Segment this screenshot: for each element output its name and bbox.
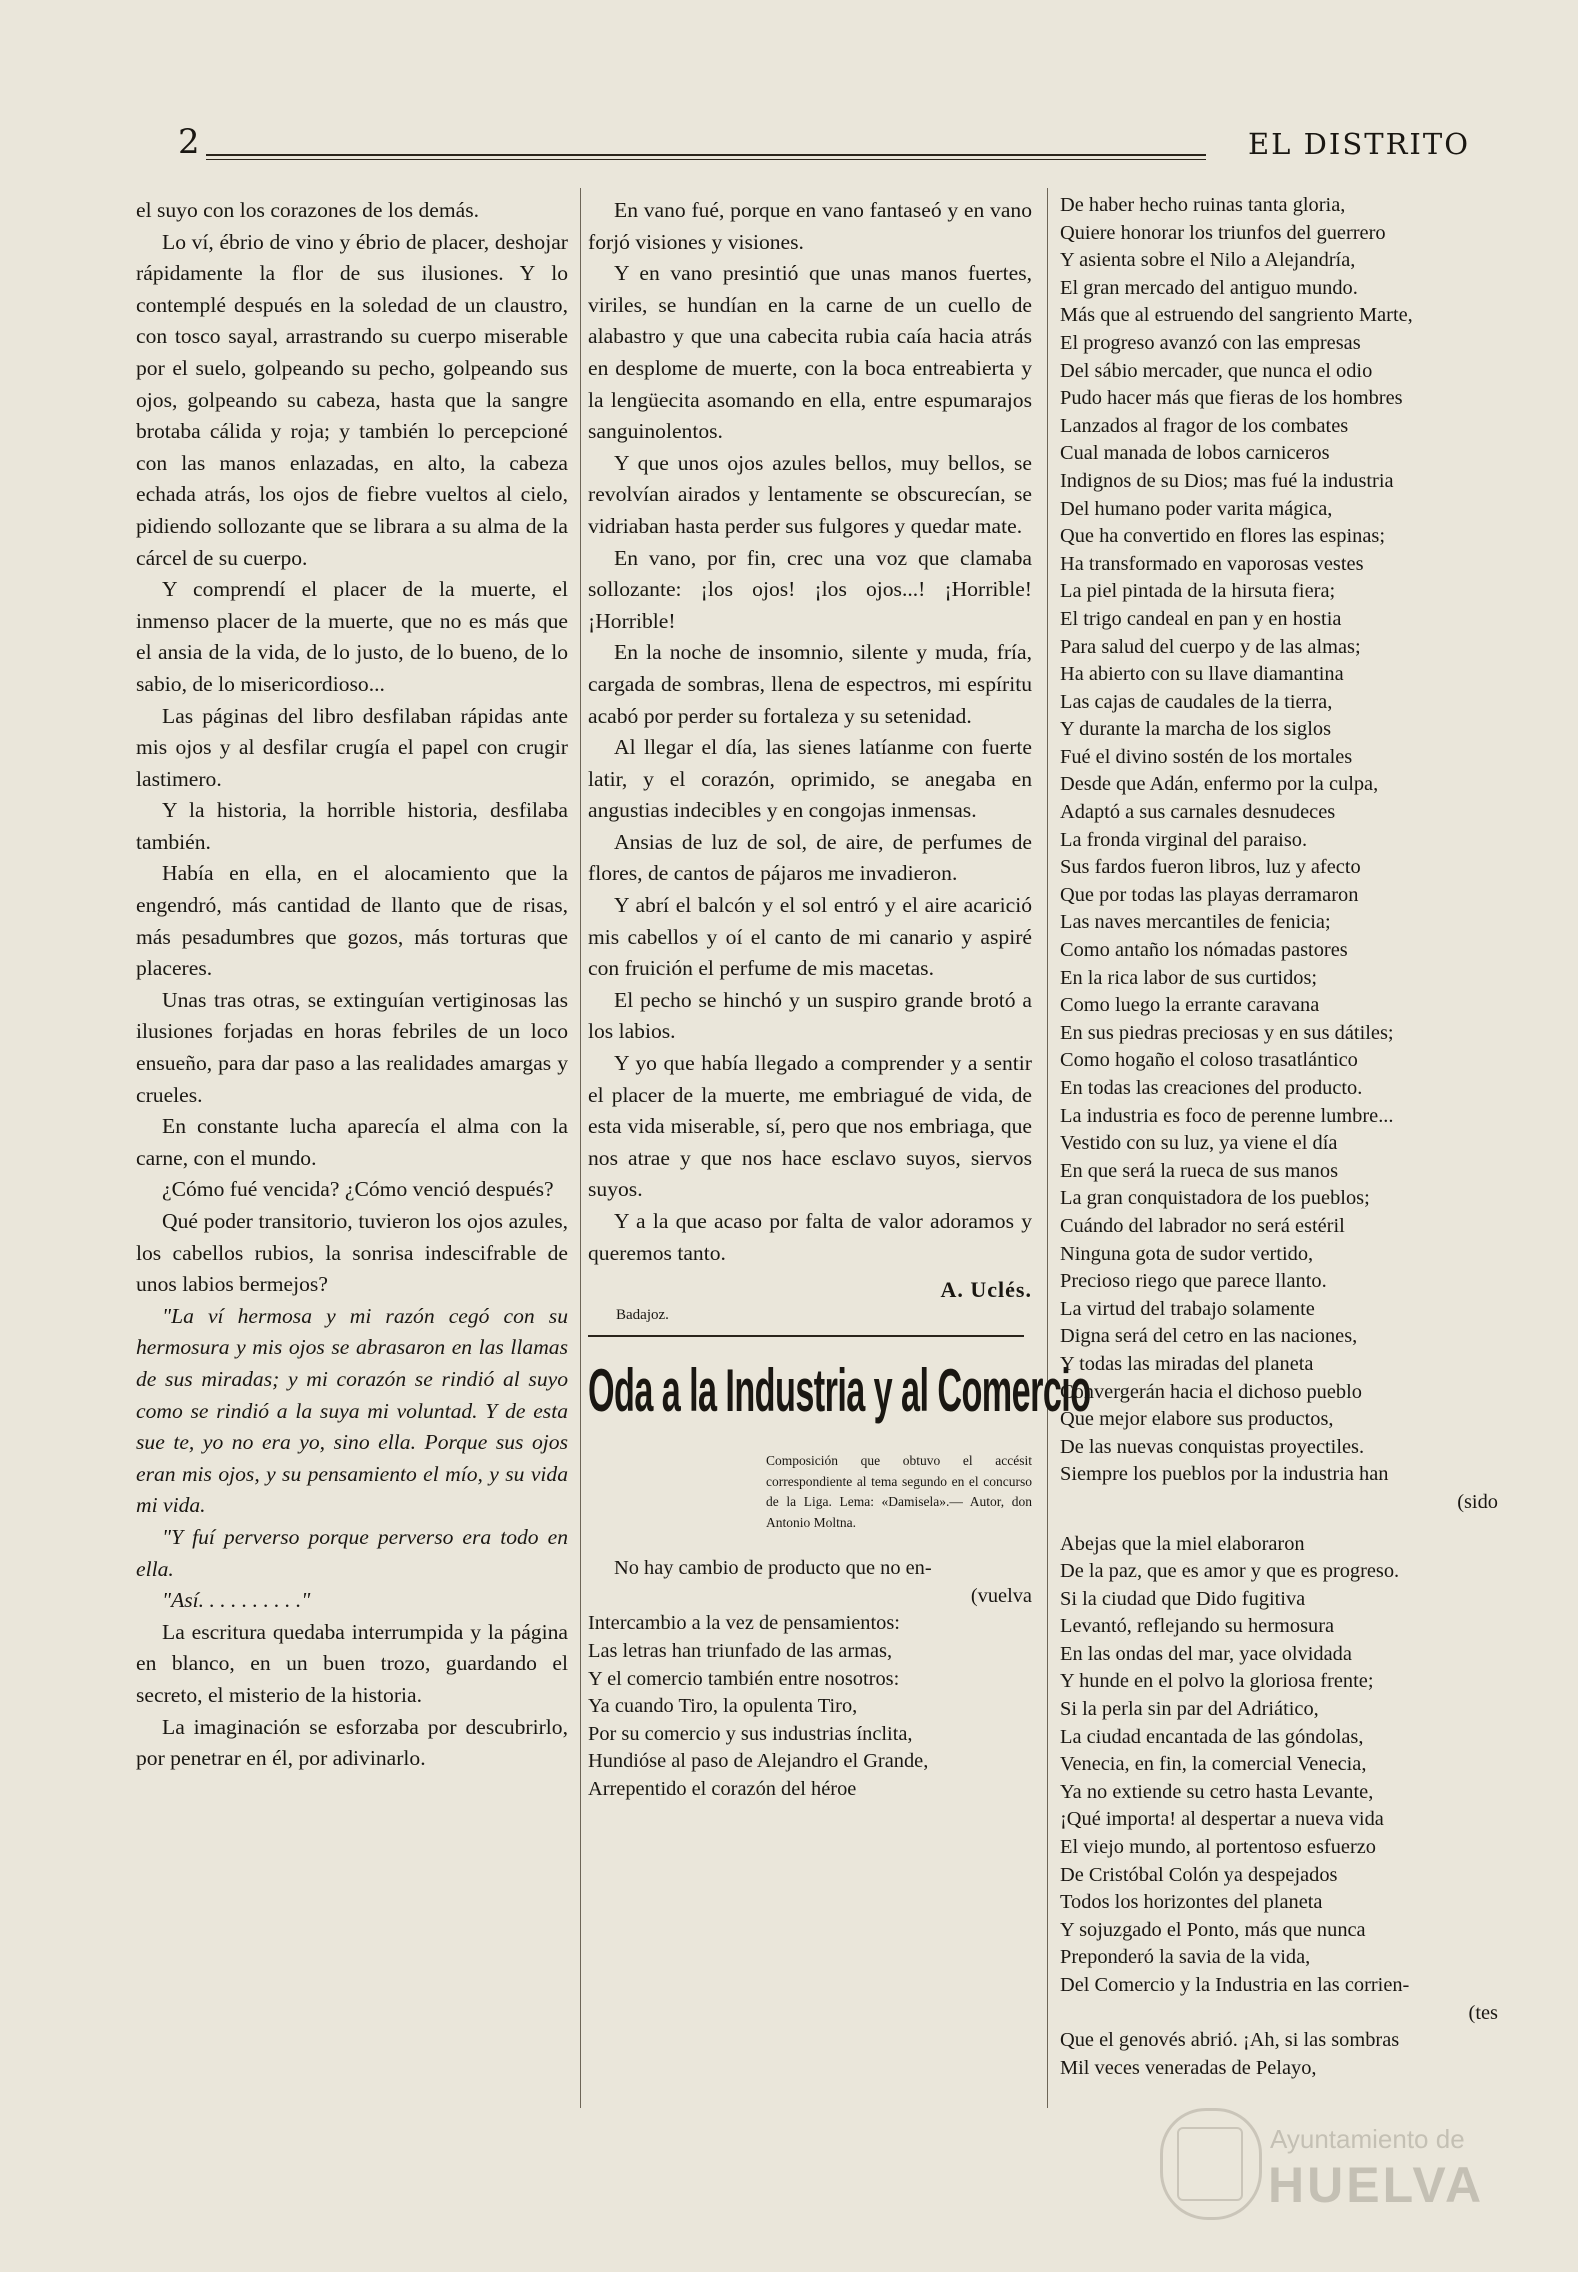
poem-line: El trigo candeal en pan y en hostia xyxy=(1060,607,1342,630)
poem-line: Si la perla sin par del Adriático, xyxy=(1060,1698,1319,1721)
poem-line: Quiere honorar los triunfos del guerrero xyxy=(1060,221,1386,244)
poem-line: La fronda virginal del paraiso. xyxy=(1060,828,1308,851)
poem-line: Más que al estruendo del sangriento Marte, xyxy=(1060,304,1413,327)
poem-line: Las cajas de caudales de la tierra, xyxy=(1060,690,1333,713)
poem-line: Para salud del cuerpo y de las almas; xyxy=(1060,635,1361,658)
paragraph: Y que unos ojos azules bellos, muy bellos, se revolvían airados y lentamente se obscurecían, se vidriaban hasta perder sus fulgores y quedar mate. xyxy=(588,450,1032,538)
poem-line: No hay cambio de producto que no en- xyxy=(614,1557,932,1580)
poem-line: Y el comercio también entre nosotros: xyxy=(588,1667,900,1690)
poem-line: Abejas que la miel elaboraron xyxy=(1060,1532,1305,1555)
poem-line: ¡Qué importa! al despertar a nueva vida xyxy=(1060,1808,1384,1831)
poem-line: (tes xyxy=(1468,2001,1498,2024)
poem-headline: Oda a la Industria y al Comercio xyxy=(588,1357,1091,1425)
poem-line: Siempre los pueblos por la industria han xyxy=(1060,1463,1389,1486)
poem-line: (vuelva xyxy=(970,1584,1032,1607)
poem-line: La ciudad encantada de las góndolas, xyxy=(1060,1725,1364,1748)
paragraph: Y la historia, la horrible historia, desfilaba también. xyxy=(136,798,568,854)
paragraph: el suyo con los corazones de los demás. xyxy=(136,198,480,222)
poem-line: Fué el divino sostén de los mortales xyxy=(1060,745,1353,768)
poem-line: Adaptó a sus carnales desnudeces xyxy=(1060,801,1336,824)
poem-line: Ha transformado en vaporosas vestes xyxy=(1060,552,1364,575)
poem-line: La industria es foco de perenne lumbre... xyxy=(1060,1104,1394,1127)
paragraph: La escritura quedaba interrumpida y la página en blanco, en un buen trozo, guardando el secreto, el misterio de la historia. xyxy=(136,1619,568,1707)
poem-line: Lanzados al fragor de los combates xyxy=(1060,414,1349,437)
poem-line: Ya no extiende su cetro hasta Levante, xyxy=(1060,1780,1374,1803)
poem-line: Cuándo del labrador no será estéril xyxy=(1060,1214,1345,1237)
poem-line: La piel pintada de la hirsuta fiera; xyxy=(1060,580,1336,603)
paragraph: ¿Cómo fué vencida? ¿Cómo venció después? xyxy=(162,1177,554,1202)
paragraph: Y abrí el balcón y el sol entró y el aire acarició mis cabellos y oí el canto de mi canario y aspiré con fruición el perfume de mis macetas. xyxy=(588,893,1032,981)
poem-award-note: Composición que obtuvo el accésit correspondiente al tema segundo en el concurso de la Liga. Lema: «Damisela».— Autor, don Antonio Moltna. xyxy=(766,1453,1032,1530)
paragraph: En vano fué, porque en vano fantaseó y en vano forjó visiones y visiones. xyxy=(588,198,1032,254)
story-continuation xyxy=(588,195,1032,1269)
city-seal-icon xyxy=(1160,2108,1262,2220)
poem-line: Ya cuando Tiro, la opulenta Tiro, xyxy=(588,1695,858,1718)
poem-line: El progreso avanzó con las empresas xyxy=(1060,331,1361,354)
poem-line: Pudo hacer más que fieras de los hombres xyxy=(1060,387,1403,410)
column-2 xyxy=(588,195,1091,1804)
column-1 xyxy=(136,195,568,1775)
paragraph: "La ví hermosa y mi razón cegó con su hermosura y mis ojos se abrasaron en las llamas de sus miradas; y mi corazón se rindió al suyo como se rindió a la suya mi voluntad. Y de esta sue te, yo no era yo, sino ella. Porque sus ojos eran mis ojos, y su pensamiento el mío, y su vida mi vida. xyxy=(136,1303,568,1518)
poem-line: En la rica labor de sus curtidos; xyxy=(1060,966,1318,989)
poem-line: Y sojuzgado el Ponto, más que nunca xyxy=(1060,1918,1366,1941)
page-header xyxy=(168,122,1476,172)
paragraph: Había en ella, en el alocamiento que la engendró, más cantidad de llanto que de risas, más pesadumbres que gozos, más torturas que placeres. xyxy=(136,861,568,981)
poem-line: El gran mercado del antiguo mundo. xyxy=(1060,276,1358,299)
paragraph: Ansias de luz de sol, de aire, de perfumes de flores, de cantos de pájaros me invadieron. xyxy=(588,829,1032,886)
poem-line: Cual manada de lobos carniceros xyxy=(1060,442,1330,465)
author-signature: A. Uclés. xyxy=(940,1277,1032,1303)
poem-start xyxy=(588,1555,1032,1803)
poem-line: Vestido con su luz, ya viene el día xyxy=(1060,1132,1338,1155)
poem-line: Hundióse al paso de Alejandro el Grande, xyxy=(588,1750,929,1773)
paragraph: "Y fuí perverso porque perverso era todo en ella. xyxy=(136,1524,568,1581)
page-number: 2 xyxy=(178,122,200,162)
poem-line: Del humano poder varita mágica, xyxy=(1060,497,1333,520)
dateline-place: Badajoz. xyxy=(616,1307,669,1324)
paragraph: Y a la que acaso por falta de valor adoramos y queremos tanto. xyxy=(588,1209,1032,1265)
paragraph: El pecho se hinchó y un suspiro grande brotó a los labios. xyxy=(588,987,1032,1044)
poem-line: De la paz, que es amor y que es progreso. xyxy=(1060,1560,1400,1583)
archive-watermark xyxy=(1160,2108,1500,2218)
poem-line: Las naves mercantiles de fenicia; xyxy=(1060,911,1331,934)
poem-line: Y hunde en el polvo la gloriosa frente; xyxy=(1060,1670,1374,1693)
paragraph: Y en vano presintió que unas manos fuertes, viriles, se hundían en la carne de un cuello de alabastro y que una cabecita rubia caía hacia atrás en desplome de muerte, con la boca entreabierta y la lengüecita asomando en ella, entre espumarajos sanguinolentos. xyxy=(588,261,1032,444)
poem-line: Y asienta sobre el Nilo a Alejandría, xyxy=(1060,249,1356,272)
watermark-line-2: HUELVA xyxy=(1268,2157,1485,2213)
column-divider xyxy=(1047,188,1048,2108)
poem-line: Mil veces veneradas de Pelayo, xyxy=(1060,2056,1317,2079)
poem-line: En que será la rueca de sus manos xyxy=(1060,1159,1339,1182)
column-divider xyxy=(580,188,581,2108)
poem-line: En todas las creaciones del producto. xyxy=(1060,1077,1363,1099)
paragraph: Qué poder transitorio, tuvieron los ojos azules, los cabellos rubios, la sonrisa indescifrable de unos labios bermejos? xyxy=(136,1209,568,1297)
poem-line: Sus fardos fueron libros, luz y afecto xyxy=(1060,856,1361,879)
poem-line: Intercambio a la vez de pensamientos: xyxy=(588,1612,900,1635)
poem-line: El viejo mundo, al portentoso esfuerzo xyxy=(1060,1836,1376,1859)
poem-line: Del sábio mercader, que nunca el odio xyxy=(1060,359,1373,382)
poem-line: Levantó, reflejando su hermosura xyxy=(1060,1615,1335,1638)
poem-line: Preponderó la savia de la vida, xyxy=(1060,1946,1311,1969)
poem-line: (sido xyxy=(1457,1490,1498,1513)
paragraph: En la noche de insomnio, silente y muda, fría, cargada de sombras, llena de espectros, mi espíritu acabó por perder su fortaleza y su setenidad. xyxy=(588,640,1032,728)
newspaper-title: EL DISTRITO xyxy=(1248,127,1470,161)
paragraph: Las páginas del libro desfilaban rápidas ante mis ojos y al desfilar crugía el papel con crugir lastimero. xyxy=(136,703,568,791)
poem-line: Como hogaño el coloso trasatlántico xyxy=(1060,1049,1358,1072)
poem-line: Digna será del cetro en las naciones, xyxy=(1060,1325,1358,1348)
poem-line: Indignos de su Dios; mas fué la industria xyxy=(1060,469,1394,492)
paragraph: Unas tras otras, se extinguían vertiginosas las ilusiones forjadas en horas febriles de un loco ensueño, para dar paso a las realidades amargas y crueles. xyxy=(136,987,568,1107)
poem-line: Arrepentido el corazón del héroe xyxy=(588,1777,857,1800)
paragraph: "Así. . . . . . . . . ." xyxy=(162,1588,311,1613)
column-3-poem xyxy=(1060,192,1498,2082)
poem-line: Como luego la errante caravana xyxy=(1060,994,1320,1017)
poem-line: Del Comercio y la Industria en las corrien- xyxy=(1060,1974,1410,1996)
poem-line: Que ha convertido en flores las espinas; xyxy=(1060,525,1386,548)
paragraph: Y yo que había llegado a comprender y a sentir el placer de la muerte, me embriagué de vida, de esta vida miserable, sí, pero que nos embriaga, que nos atrae y que nos hace esclavo suyos, siervos suyos. xyxy=(588,1051,1032,1202)
poem-line: Si la ciudad que Dido fugitiva xyxy=(1060,1587,1306,1610)
poem-line: Por su comercio y sus industrias ínclita, xyxy=(588,1722,913,1745)
poem-line: Que mejor elabore sus productos, xyxy=(1060,1408,1334,1431)
poem-line: Ha abierto con su llave diamantina xyxy=(1060,663,1344,686)
header-rule xyxy=(206,154,1206,160)
poem-line: Todos los horizontes del planeta xyxy=(1060,1891,1323,1914)
poem-line: De las nuevas conquistas proyectiles. xyxy=(1060,1435,1365,1458)
poem-line: De Cristóbal Colón ya despejados xyxy=(1060,1863,1338,1886)
paragraph: En vano, por fin, crec una voz que clamaba sollozante: ¡los ojos! ¡los ojos...! ¡Horrible! ¡Horrible! xyxy=(588,545,1032,633)
poem-line: Precioso riego que parece llanto. xyxy=(1060,1270,1327,1293)
paragraph: Y comprendí el placer de la muerte, el inmenso placer de la muerte, que no es más que el ansia de la vida, de lo justo, de lo bueno, de lo sabio, de lo misericordioso... xyxy=(136,577,568,696)
section-rule xyxy=(588,1335,1024,1337)
paragraph: La imaginación se esforzaba por descubrirlo, por penetrar en él, por adivinarlo. xyxy=(136,1714,568,1771)
poem-line: La virtud del trabajo solamente xyxy=(1060,1297,1315,1320)
poem-line: Venecia, en fin, la comercial Venecia, xyxy=(1060,1753,1367,1776)
poem-line: Desde que Adán, enfermo por la culpa, xyxy=(1060,773,1379,796)
poem-line: Convergerán hacia el dichoso pueblo xyxy=(1060,1380,1362,1403)
poem-line xyxy=(1060,1517,1498,1531)
watermark-line-1: Ayuntamiento de xyxy=(1270,2124,1465,2154)
poem-line: Que por todas las playas derramaron xyxy=(1060,883,1359,906)
poem-line: De haber hecho ruinas tanta gloria, xyxy=(1060,194,1346,216)
poem-line: Y durante la marcha de los siglos xyxy=(1060,718,1332,741)
paragraph: En constante lucha aparecía el alma con la carne, con el mundo. xyxy=(136,1114,568,1170)
poem-line: Las letras han triunfado de las armas, xyxy=(588,1639,893,1662)
poem-line: Ninguna gota de sudor vertido, xyxy=(1060,1242,1314,1265)
poem-line: En sus piedras preciosas y en sus dátiles; xyxy=(1060,1021,1394,1044)
paragraph: Lo ví, ébrio de vino y ébrio de placer, deshojar rápidamente la flor de sus ilusiones. Y lo contemplé después en la soledad de un claustro, con tosco sayal, arrastrando su cuerpo miserable por el suelo, golpeando su pecho, golpeando sus ojos, golpeando su cabeza, hasta que la sangre brotaba cálida y roja; y también lo percepcioné con las manos enlazadas, en alto, la cabeza echada atrás, los ojos de fiebre vueltos al cielo, pidiendo sollozante que se librara a su alma de la cárcel de su cuerpo. xyxy=(136,229,568,570)
poem-line: Y todas las miradas del planeta xyxy=(1060,1352,1314,1375)
paragraph: Al llegar el día, las sienes latíanme con fuerte latir, y el corazón, oprimido, se anegaba en angustias indecibles y en congojas inmensas. xyxy=(588,735,1032,823)
poem-line: En las ondas del mar, yace olvidada xyxy=(1060,1642,1352,1665)
poem-line: Como antaño los nómadas pastores xyxy=(1060,939,1348,962)
poem-line: La gran conquistadora de los pueblos; xyxy=(1060,1187,1370,1210)
poem-line: Que el genovés abrió. ¡Ah, si las sombras xyxy=(1060,2029,1400,2052)
